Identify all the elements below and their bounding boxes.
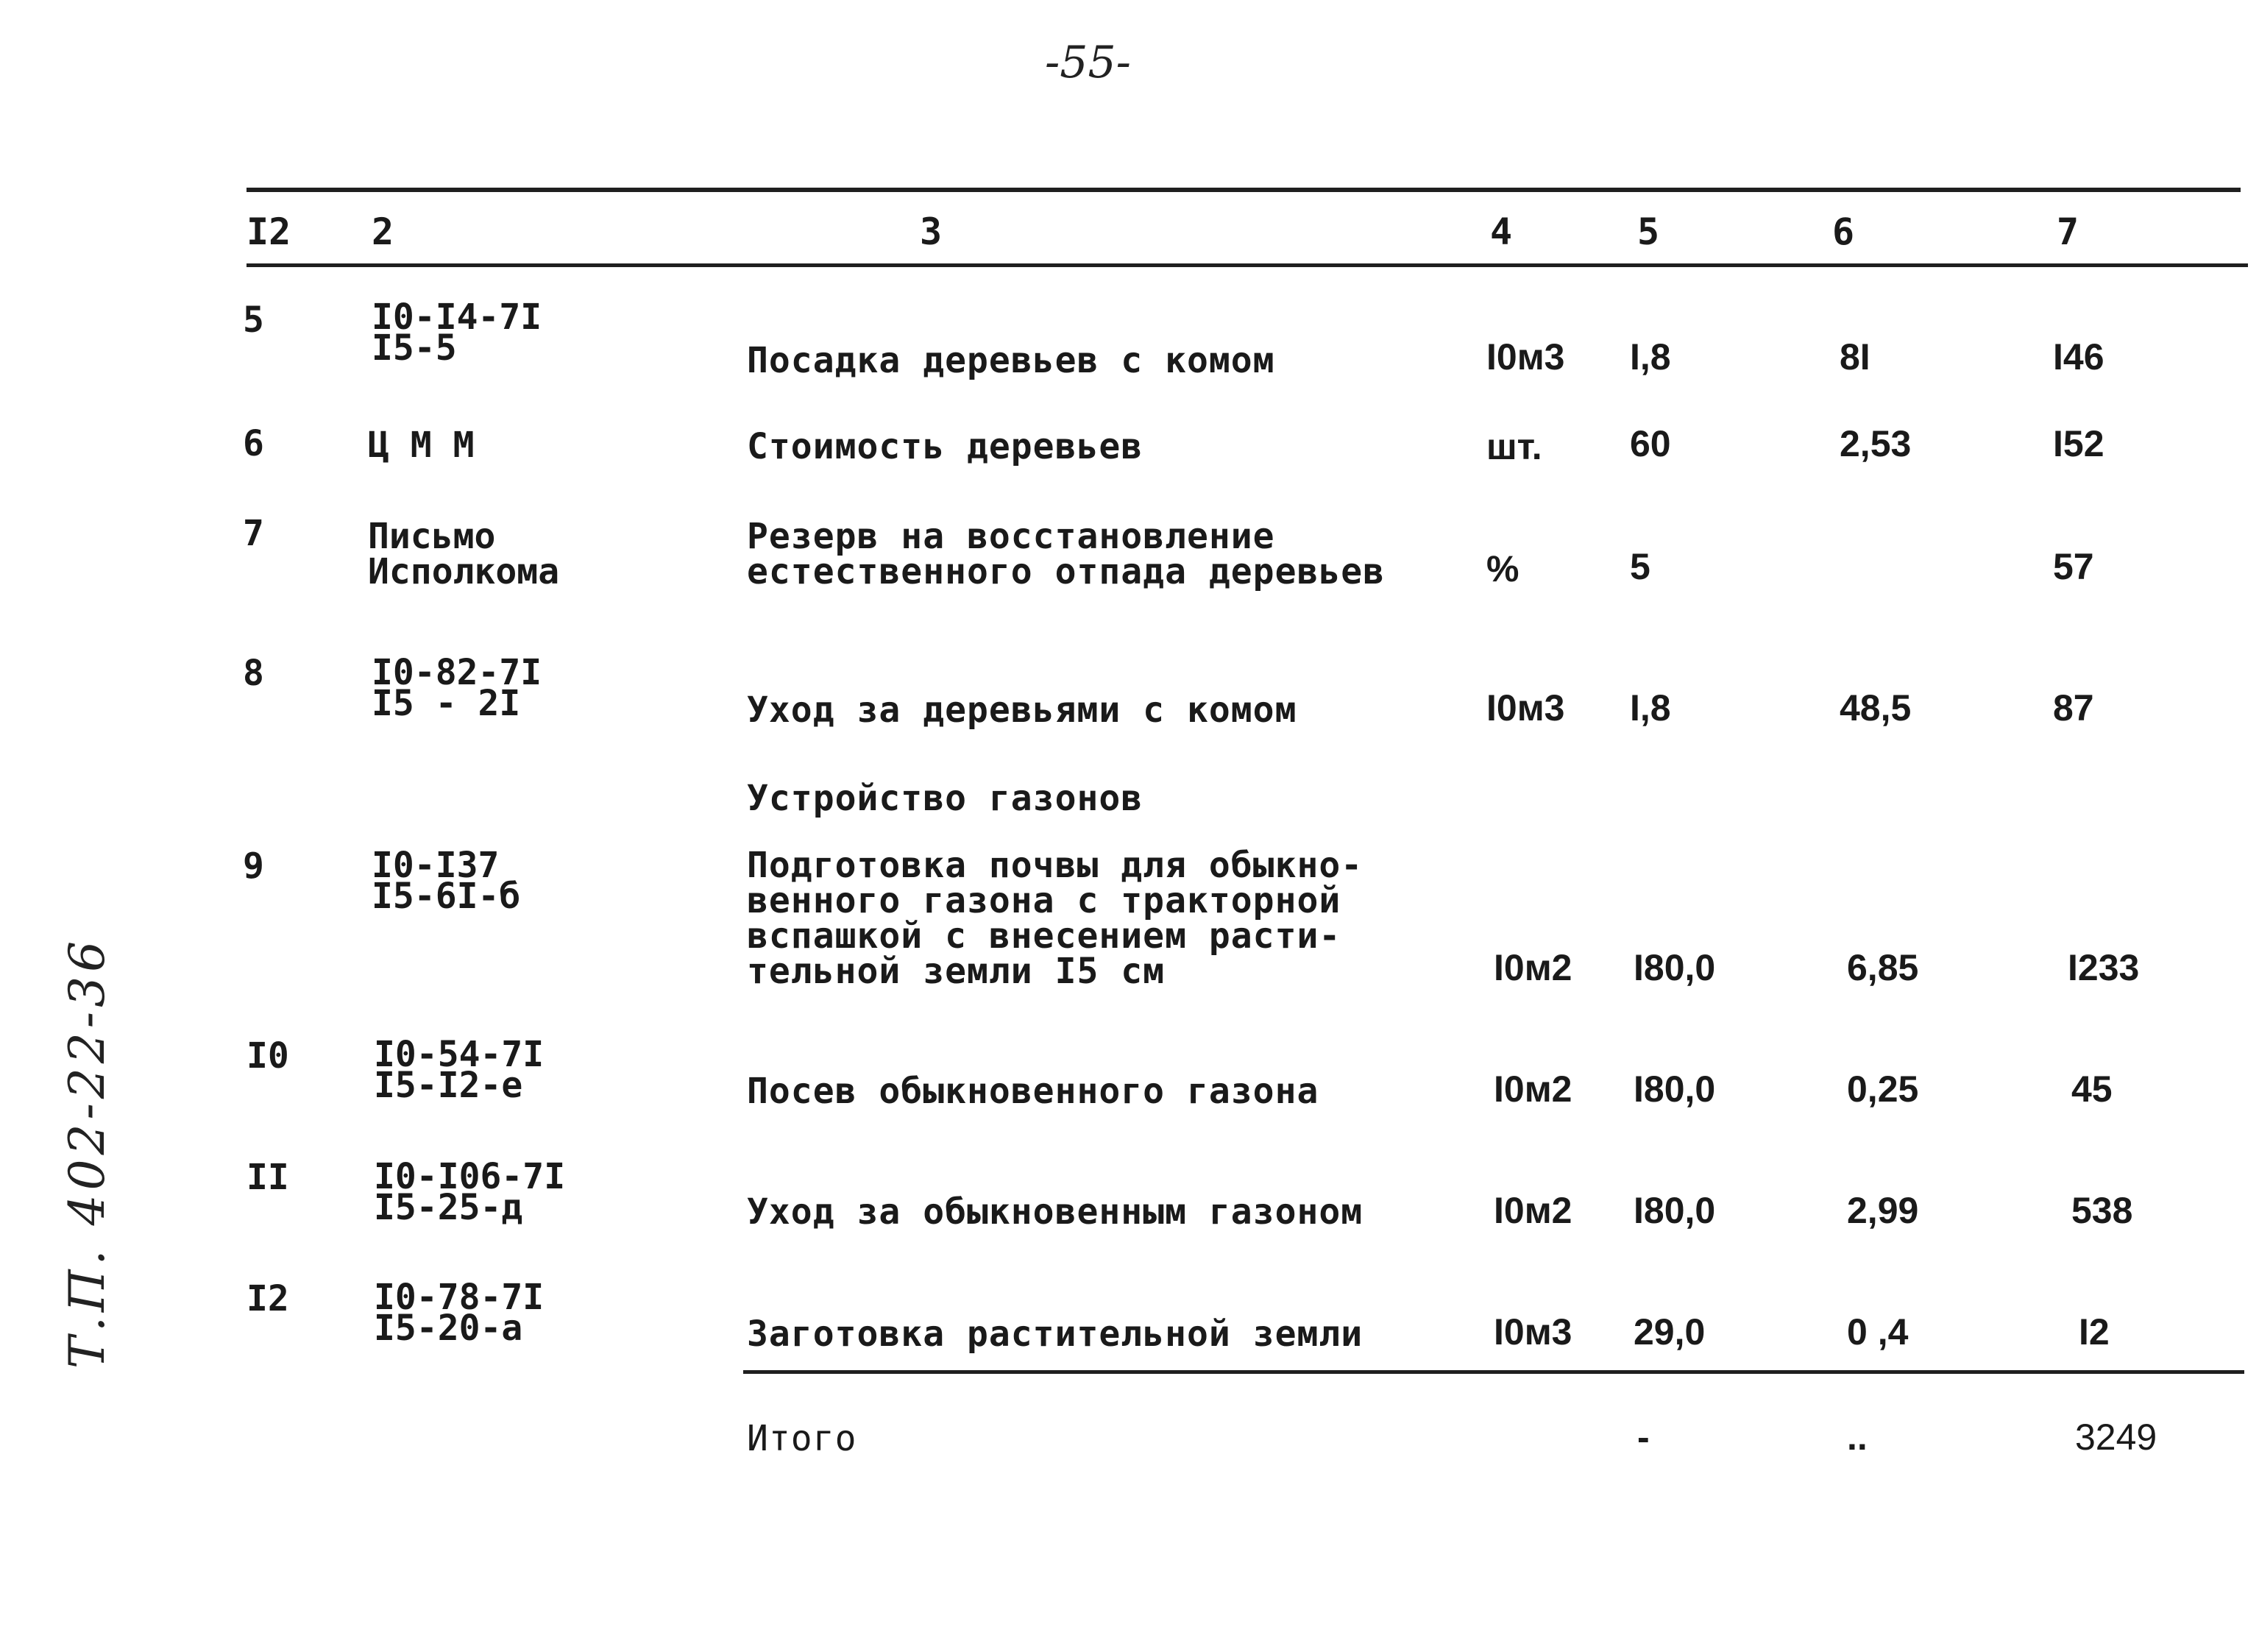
row-code: I0-82-7I I5 - 2I — [372, 652, 542, 724]
row-quantity: I80,0 — [1634, 947, 1716, 988]
header-col-5: 5 — [1637, 210, 1660, 253]
section-title: Устройство газонов — [747, 778, 1143, 819]
row-unit: I0м2 — [1494, 1190, 1572, 1231]
row-unit: шт. — [1486, 426, 1542, 467]
row-number: 8 — [243, 653, 264, 694]
row-code: I0-I37 I5-6I-б — [372, 845, 521, 917]
row-description: Подготовка почвы для обыкно- венного газона с тракторной вспашкой с внесением расти- тельной земли I5 см — [747, 845, 1363, 992]
row-unit: I0м2 — [1494, 947, 1572, 988]
header-col-2: 2 — [372, 210, 394, 253]
row-code: I0-78-7I I5-20-а — [374, 1277, 545, 1349]
total-quantity: - — [1637, 1417, 1650, 1458]
row-price: 0 ,4 — [1847, 1311, 1909, 1353]
row-total: 57 — [2053, 546, 2094, 587]
row-description: Уход за деревьями с комом — [747, 689, 1297, 731]
row-code: Письмо Исполкома — [368, 516, 560, 592]
row-total: I233 — [2068, 947, 2140, 988]
row-price: 8I — [1840, 336, 1870, 377]
header-col-1: I2 — [247, 210, 291, 253]
header-col-3: 3 — [920, 210, 943, 253]
row-unit: % — [1486, 548, 1519, 589]
row-number: II — [247, 1157, 289, 1198]
row-description: Уход за обыкновенным газоном — [747, 1191, 1363, 1233]
row-description: Заготовка растительной земли — [747, 1314, 1363, 1355]
total-rule — [743, 1370, 2244, 1374]
header-rule — [247, 263, 2248, 267]
row-number: 6 — [243, 423, 264, 464]
row-code: I0-I4-7I I5-5 — [372, 297, 542, 369]
row-number: 7 — [243, 513, 264, 554]
header-col-7: 7 — [2057, 210, 2079, 253]
row-description: Резерв на восстановление естественного отпада деревьев — [747, 516, 1386, 592]
page-number: -55- — [1045, 37, 1131, 88]
header-col-6: 6 — [1832, 210, 1855, 253]
row-quantity: I80,0 — [1634, 1068, 1716, 1110]
total-price: .. — [1847, 1417, 1868, 1458]
side-document-code: Т.П. 402-22-36 — [59, 936, 116, 1369]
row-code: I0-54-7I I5-I2-е — [374, 1034, 545, 1106]
row-quantity: 5 — [1630, 546, 1650, 587]
row-total: 538 — [2071, 1190, 2133, 1231]
total-label: Итого — [747, 1418, 857, 1459]
row-total: 87 — [2053, 687, 2094, 728]
row-number: I2 — [247, 1278, 289, 1319]
row-unit: I0м3 — [1486, 336, 1565, 377]
header-col-4: 4 — [1490, 210, 1513, 253]
row-quantity: I,8 — [1630, 687, 1671, 728]
row-total: I52 — [2053, 423, 2104, 464]
row-price: 2,99 — [1847, 1190, 1919, 1231]
row-total: I46 — [2053, 336, 2104, 377]
row-number: 9 — [243, 846, 264, 887]
row-quantity: 29,0 — [1634, 1311, 1706, 1353]
row-number: 5 — [243, 299, 264, 341]
row-code: Ц М М — [368, 425, 475, 466]
row-description: Посев обыкновенного газона — [747, 1071, 1319, 1112]
row-unit: I0м2 — [1494, 1068, 1572, 1110]
row-price: 6,85 — [1847, 947, 1919, 988]
row-unit: I0м3 — [1494, 1311, 1572, 1353]
row-total: 45 — [2071, 1068, 2113, 1110]
top-rule — [247, 188, 2241, 192]
row-unit: I0м3 — [1486, 687, 1565, 728]
row-number: I0 — [247, 1035, 289, 1077]
row-price: 48,5 — [1840, 687, 1912, 728]
row-price: 2,53 — [1840, 423, 1912, 464]
row-quantity: I,8 — [1630, 336, 1671, 377]
row-description: Стоимость деревьев — [747, 426, 1143, 467]
row-quantity: 60 — [1630, 423, 1671, 464]
total-value: 3249 — [2075, 1417, 2157, 1458]
row-code: I0-I06-7I I5-25-д — [374, 1156, 566, 1228]
row-description: Посадка деревьев с комом — [747, 340, 1275, 381]
row-quantity: I80,0 — [1634, 1190, 1716, 1231]
row-total: I2 — [2079, 1311, 2110, 1353]
row-price: 0,25 — [1847, 1068, 1919, 1110]
